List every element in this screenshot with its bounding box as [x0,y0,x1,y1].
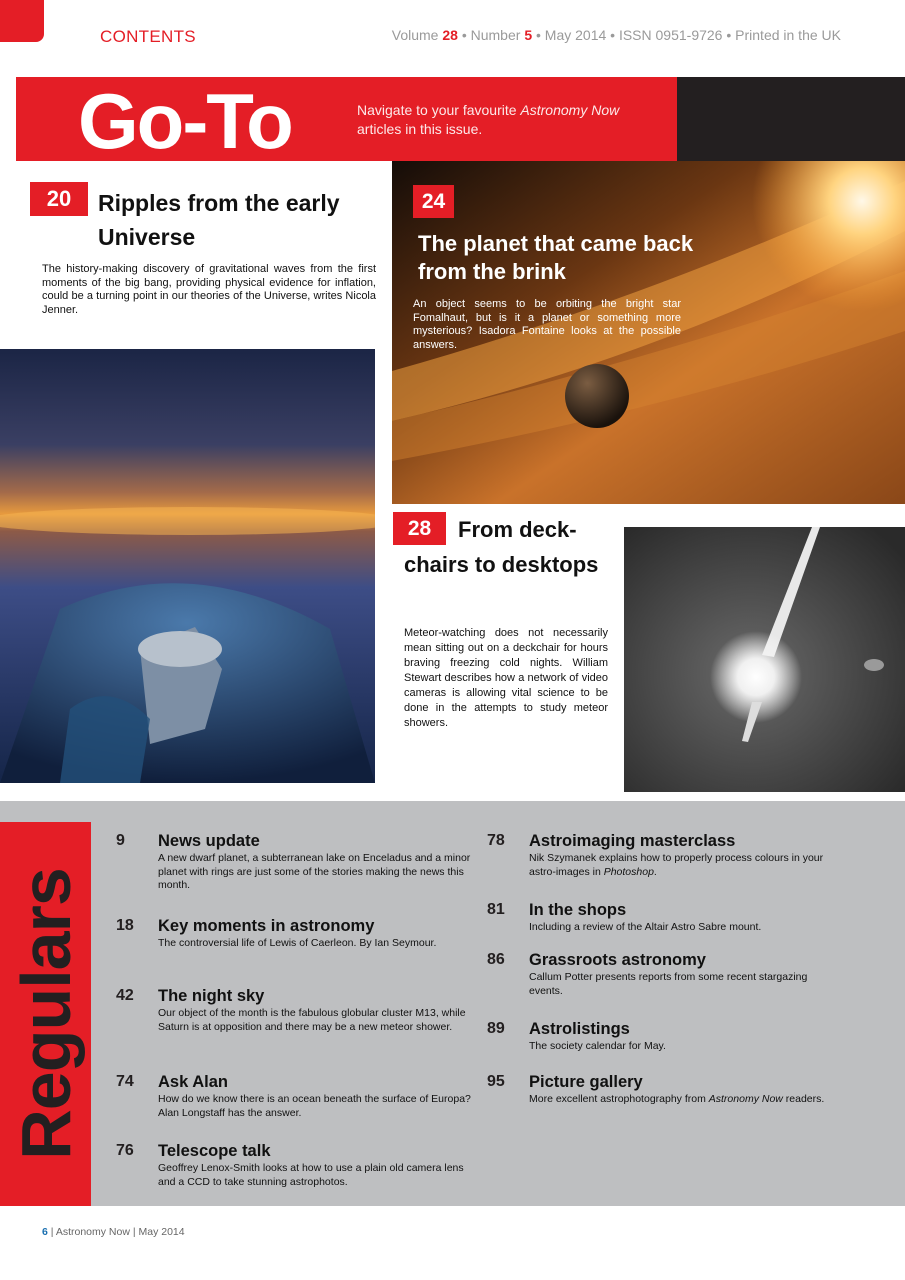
regular-item-telescope-talk[interactable] [116,1142,464,1192]
telescope-sunset-image [0,349,375,783]
regular-description: How do we know there is an ocean beneath the surface of Europa? Alan Longstaff has the answer. [158,1093,471,1119]
regular-title: Astrolistings [529,1020,630,1038]
feature-description-24: An object seems to be orbiting the bright star Fomalhaut, but is it a planet or something more mysterious? Isadora Fontaine looks at the possible answers. [413,298,681,351]
issue-info [392,27,841,43]
regular-number: 81 [487,901,505,918]
regular-number: 76 [116,1142,134,1159]
regular-description: Callum Potter presents reports from some recent stargazing events. [529,971,808,997]
feature-title-24[interactable]: The planet that came back from the brink [418,231,694,284]
feature-description-28: Meteor-watching does not necessarily mean sitting out on a deckchair for hours braving freezing cold nights. William Stewart describes how a network of video cameras is allowing vital science to be done in the attempts to study meteor showers. [404,627,608,729]
number-label: • Number [461,27,521,43]
regular-number: 9 [116,832,125,849]
feature-number-20[interactable]: 20 [30,182,88,216]
corner-tab [0,0,44,42]
page-number: 6 [42,1226,48,1238]
regulars-label: Regulars [6,868,85,1160]
regular-description: The society calendar for May. [529,1040,666,1052]
regular-item-night-sky[interactable] [116,987,466,1047]
feature-description-20: The history-making discovery of gravitational waves from the first moments of the big bang, providing physical evidence for inflation, could be a turning point in our theories of the Universe, writes Nicola Jenner. [42,263,376,316]
regular-title: Astroimaging masterclass [529,832,736,850]
regular-description: More excellent astrophotography from Astronomy Now readers. [529,1093,825,1105]
issue-number: 5 [524,27,533,43]
regular-title: Ask Alan [158,1073,228,1091]
regular-item-grassroots[interactable] [487,951,817,1001]
feature-number-28[interactable]: 28 [393,512,446,545]
regular-item-ask-alan[interactable] [116,1073,471,1123]
regular-description: Our object of the month is the fabulous globular cluster M13, while Saturn is at opposition and there may be a new meteor shower. [158,1007,466,1033]
volume-number: 28 [442,27,458,43]
regular-number: 18 [116,917,134,934]
feature-number-24[interactable]: 24 [413,185,454,218]
regular-number: 74 [116,1073,134,1090]
regular-description: Including a review of the Altair Astro Sabre mount. [529,921,762,933]
regular-description: Geoffrey Lenox-Smith looks at how to use a plain old camera lens and a CCD to take stunning astrophotos. [158,1162,464,1188]
regular-item-key-moments[interactable] [116,917,446,967]
section-label: CONTENTS [100,27,196,46]
regular-item-in-the-shops[interactable] [487,901,817,937]
feature-title-28[interactable]: From deck-chairs to desktops [404,517,599,577]
regular-title: News update [158,832,260,850]
regular-number: 78 [487,832,505,849]
regular-item-astrolistings[interactable] [487,1020,817,1056]
goto-title: Go-To [78,77,292,165]
meteor-image [624,527,905,792]
regular-title: Key moments in astronomy [158,917,375,935]
issue-details: • May 2014 • ISSN 0951-9726 • Printed in the UK [536,27,841,43]
regular-title: In the shops [529,901,627,919]
regular-description: Nik Szymanek explains how to properly process colours in your astro-images in Photoshop. [529,852,824,878]
footer-text: | Astronomy Now | May 2014 [47,1226,185,1238]
regular-number: 89 [487,1020,505,1037]
regular-title: The night sky [158,987,265,1005]
page-footer [42,1226,185,1238]
regular-title: Grassroots astronomy [529,951,706,969]
regular-number: 42 [116,987,134,1004]
regular-item-news-update[interactable] [116,832,471,892]
regular-item-astroimaging[interactable] [487,832,824,882]
regular-number: 86 [487,951,505,968]
volume-label: Volume [391,27,439,43]
regular-title: Telescope talk [158,1142,271,1160]
regular-description: A new dwarf planet, a subterranean lake on Enceladus and a minor planet with rings are just some of the stories making the news this month. [158,852,471,891]
feature-title-20[interactable]: Ripples from the early Universe [98,190,340,250]
regular-title: Picture gallery [529,1073,643,1091]
regular-number: 95 [487,1073,505,1090]
regular-description: The controversial life of Lewis of Caerleon. By Ian Seymour. [158,937,437,949]
regular-item-picture-gallery[interactable] [487,1073,825,1123]
goto-subtitle: Navigate to your favourite Astronomy Now articles in this issue. [357,102,620,137]
